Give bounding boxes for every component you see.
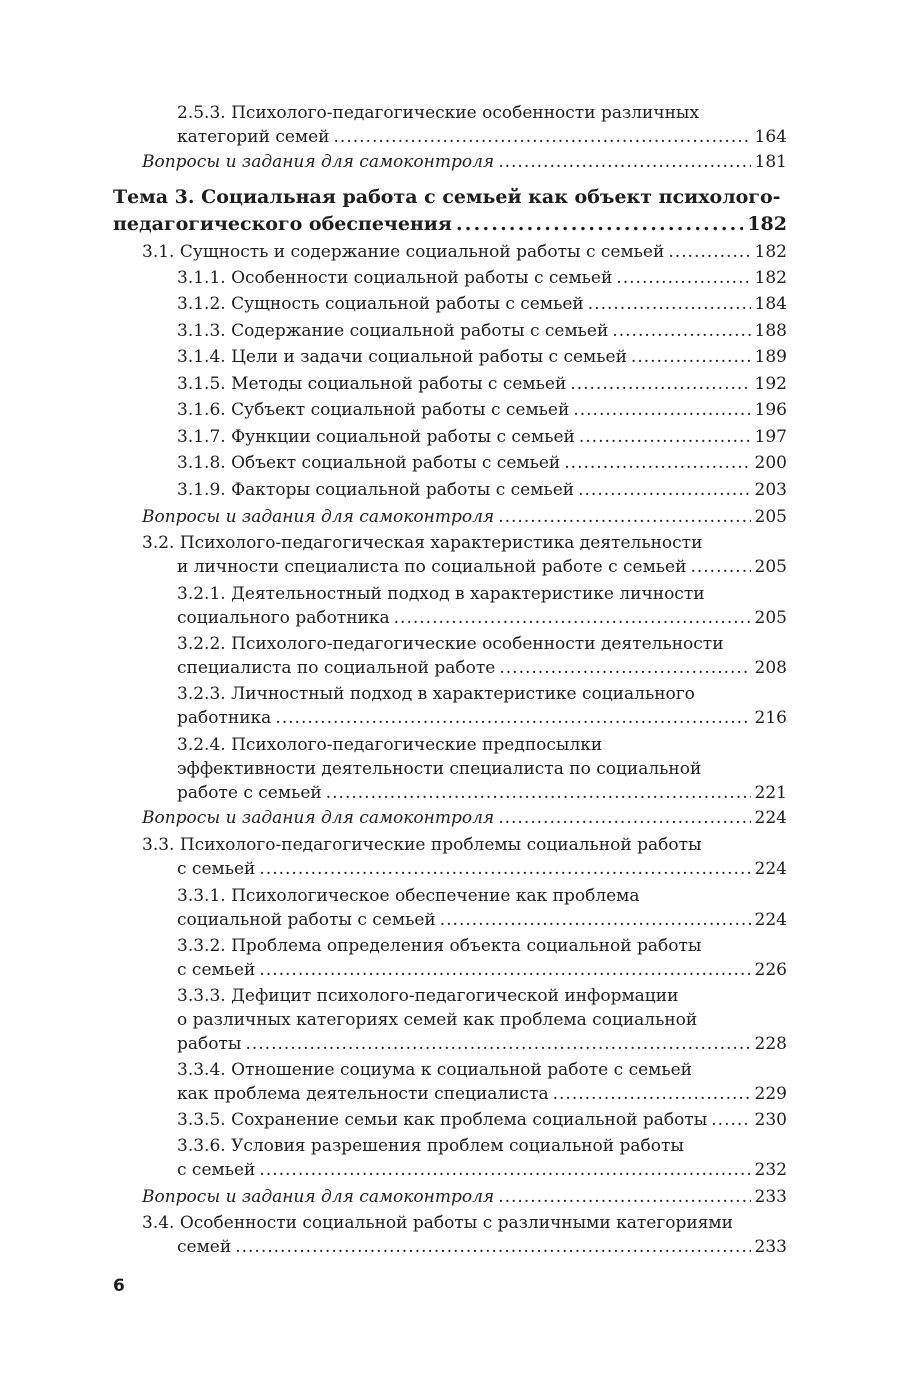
toc-page-number: 216 [754, 708, 787, 728]
dot-leader [498, 505, 750, 529]
toc-entry-title: с семьей [177, 1160, 256, 1180]
toc-entry-title: Вопросы и задания для самоконтроля [142, 152, 495, 172]
toc-line [113, 211, 787, 238]
dot-leader [440, 908, 751, 932]
dot-leader [553, 1082, 751, 1106]
toc-line: 3.2.1. Деятельностный подход в характеристике личности [177, 584, 705, 604]
toc-entry-title: социальной работы с семьей [177, 910, 436, 930]
toc-line: о различных категориях семей как проблема социальной [177, 1010, 698, 1030]
toc-line [142, 150, 787, 174]
toc-entry-title: с семьей [177, 960, 256, 980]
dot-leader [259, 857, 750, 881]
toc-line [177, 1158, 787, 1182]
toc-line [177, 1235, 787, 1259]
toc-line [177, 451, 787, 475]
toc-line: Тема 3. Социальная работа с семьей как объект психолого- [113, 186, 781, 208]
toc-line [177, 125, 787, 149]
toc-line [177, 266, 787, 290]
dot-leader [334, 125, 751, 149]
toc-line: 3.2.4. Психолого-педагогические предпосылки [177, 735, 603, 755]
dot-leader [498, 806, 750, 830]
toc-line [177, 656, 787, 680]
dot-leader [235, 1235, 750, 1259]
toc-line: 3.2. Психолого-педагогическая характеристика деятельности [142, 533, 703, 553]
toc-page-number: 221 [754, 783, 787, 803]
toc-line: 3.3.3. Дефицит психолого-педагогической информации [177, 986, 679, 1006]
toc-page-number: 182 [747, 213, 787, 235]
toc-page-number: 203 [754, 480, 787, 500]
toc-page-number: 181 [754, 152, 787, 172]
toc-line: эффективности деятельности специалиста по социальной [177, 759, 702, 779]
toc-page-number: 224 [754, 859, 787, 879]
toc-page-number: 233 [754, 1187, 787, 1207]
toc-page-number: 196 [754, 400, 787, 420]
toc-entry-title: 3.1.5. Методы социальной работы с семьей [177, 374, 567, 394]
dot-leader [579, 425, 751, 449]
toc-entry-title: Вопросы и задания для самоконтроля [142, 1187, 495, 1207]
toc-line: 3.3.6. Условия разрешения проблем социальной работы [177, 1136, 684, 1156]
toc-entry-title: Вопросы и задания для самоконтроля [142, 507, 495, 527]
dot-leader [573, 398, 750, 422]
toc-page-number: 164 [754, 127, 787, 147]
page-number: 6 [113, 1276, 125, 1296]
toc-entry-title: 3.1.8. Объект социальной работы с семьей [177, 453, 561, 473]
toc-entry-title: педагогического обеспечения [113, 213, 452, 235]
toc-page-number: 197 [754, 427, 787, 447]
dot-leader [570, 372, 750, 396]
toc-page-number: 232 [754, 1160, 787, 1180]
toc-line: 3.3.4. Отношение социума к социальной работе с семьей [177, 1060, 693, 1080]
toc-entry-title: специалиста по социальной работе [177, 658, 496, 678]
toc-page-number: 184 [754, 294, 787, 314]
dot-leader [259, 958, 750, 982]
toc-entry-title: категорий семей [177, 127, 330, 147]
dot-leader [690, 555, 750, 579]
toc-line: 3.3.2. Проблема определения объекта социальной работы [177, 936, 702, 956]
toc-entry-title: Вопросы и задания для самоконтроля [142, 808, 495, 828]
toc-entry-title: работы [177, 1034, 242, 1054]
dot-leader [631, 345, 751, 369]
toc-line [177, 372, 787, 396]
dot-leader [498, 1185, 750, 1209]
toc-entry-title: и личности специалиста по социальной работе с семьей [177, 557, 687, 577]
dot-leader [711, 1108, 750, 1132]
toc-page-number: 208 [754, 658, 787, 678]
toc-line [177, 345, 787, 369]
toc-entry-title: работе с семьей [177, 783, 322, 803]
toc-line [177, 1108, 787, 1132]
toc-entry-title: 3.1. Сущность и содержание социальной работы с семьей [142, 242, 665, 262]
toc-entry-title: работника [177, 708, 272, 728]
toc-line [142, 1185, 787, 1209]
dot-leader [564, 451, 750, 475]
toc-line: 3.2.3. Личностный подход в характеристике социального [177, 684, 695, 704]
toc-line [177, 1082, 787, 1106]
dot-leader [498, 150, 750, 174]
toc-page-number: 188 [754, 321, 787, 341]
dot-leader [456, 211, 743, 238]
toc-page-number: 229 [754, 1084, 787, 1104]
toc-page-number: 200 [754, 453, 787, 473]
toc-page-number: 224 [754, 910, 787, 930]
toc-line [177, 555, 787, 579]
toc-line [177, 478, 787, 502]
dot-leader [588, 292, 751, 316]
toc-page-number: 182 [754, 268, 787, 288]
toc-line: 2.5.3. Психолого-педагогические особенности различных [177, 103, 700, 123]
dot-leader [668, 240, 750, 264]
dot-leader [499, 656, 750, 680]
toc-page-number: 233 [754, 1237, 787, 1257]
toc-line: 3.4. Особенности социальной работы с различными категориями [142, 1213, 733, 1233]
dot-leader [245, 1032, 750, 1056]
toc-line: 3.2.2. Психолого-педагогические особенности деятельности [177, 634, 724, 654]
toc-page-number: 228 [754, 1034, 787, 1054]
toc-page-number: 182 [754, 242, 787, 262]
toc-entry-title: 3.1.6. Субъект социальной работы с семьей [177, 400, 570, 420]
toc-line [177, 319, 787, 343]
toc-line [142, 505, 787, 529]
toc-line [177, 425, 787, 449]
toc-entry-title: 3.1.2. Сущность социальной работы с семьей [177, 294, 584, 314]
toc-entry-title: с семьей [177, 859, 256, 879]
toc-entry-title: социального работника [177, 608, 390, 628]
toc-page-number: 230 [754, 1110, 787, 1130]
toc-entry-title: 3.3.5. Сохранение семьи как проблема социальной работы [177, 1110, 708, 1130]
toc-line [177, 606, 787, 630]
toc-page-number: 205 [754, 557, 787, 577]
toc-line [177, 958, 787, 982]
toc-line [142, 240, 787, 264]
toc-entry-title: 3.1.1. Особенности социальной работы с семьей [177, 268, 613, 288]
toc-line: 3.3. Психолого-педагогические проблемы социальной работы [142, 835, 702, 855]
toc-entry-title: 3.1.9. Факторы социальной работы с семьей [177, 480, 575, 500]
toc-line [177, 706, 787, 730]
toc-line [177, 781, 787, 805]
toc-page-number: 224 [754, 808, 787, 828]
toc-entry-title: 3.1.7. Функции социальной работы с семьей [177, 427, 575, 447]
toc-entry-title: как проблема деятельности специалиста [177, 1084, 549, 1104]
toc-entry-title: семей [177, 1237, 232, 1257]
toc-line: 3.3.1. Психологическое обеспечение как проблема [177, 886, 640, 906]
toc-page-number: 192 [754, 374, 787, 394]
dot-leader [326, 781, 751, 805]
dot-leader [612, 319, 750, 343]
toc-entry-title: 3.1.3. Содержание социальной работы с семьей [177, 321, 609, 341]
toc-page-number: 189 [754, 347, 787, 367]
dot-leader [275, 706, 750, 730]
dot-leader [616, 266, 750, 290]
toc-line [177, 292, 787, 316]
dot-leader [578, 478, 750, 502]
toc-page-number: 205 [754, 507, 787, 527]
toc-line [177, 857, 787, 881]
toc-line [177, 398, 787, 422]
toc-page-number: 226 [754, 960, 787, 980]
dot-leader [259, 1158, 750, 1182]
dot-leader [394, 606, 751, 630]
toc-line [177, 1032, 787, 1056]
toc-page-number: 205 [754, 608, 787, 628]
toc-line [177, 908, 787, 932]
toc-line [142, 806, 787, 830]
toc-entry-title: 3.1.4. Цели и задачи социальной работы с семьей [177, 347, 627, 367]
